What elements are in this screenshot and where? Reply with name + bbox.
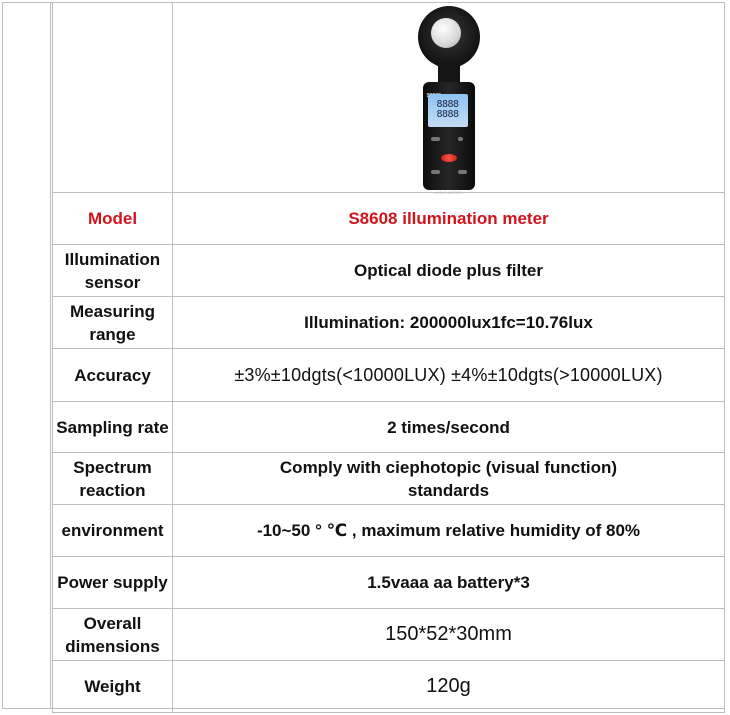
spec-value: 2 times/second [173,402,725,453]
spec-row-model [53,193,725,245]
light-meter-image [414,6,484,195]
left-margin-strip [2,2,51,709]
spec-table [52,2,725,713]
spec-row-environment [53,505,725,557]
spec-label: Accuracy [53,349,173,402]
spec-row-power [53,557,725,609]
spec-row-range [53,297,725,349]
spec-label: Illumination sensor [53,245,173,297]
spec-label: Measuring range [53,297,173,349]
spec-value: Illumination: 200000lux1fc=10.76lux [173,297,725,349]
spec-value: Comply with ciephotopic (visual function) standards [173,453,725,505]
spec-value: S8608 illumination meter [173,193,725,245]
spec-label: Overall dimensions [53,609,173,661]
spec-value: 120g [173,661,725,713]
spec-value: 150*52*30mm [173,609,725,661]
spec-row-spectrum [53,453,725,505]
spec-value: 1.5vaaa aa battery*3 [173,557,725,609]
image-row [53,3,725,193]
spec-label: Spectrum reaction [53,453,173,505]
spec-value: Optical diode plus filter [173,245,725,297]
spec-label: Weight [53,661,173,713]
product-image-cell [173,3,725,193]
spec-row-sensor [53,245,725,297]
spec-row-accuracy [53,349,725,402]
device-label: LIGHT METER [435,189,462,195]
image-row-empty-cell [53,3,173,193]
spec-label: Model [53,193,173,245]
meter-button-light [458,137,463,141]
spec-row-weight [53,661,725,713]
spec-row-dimensions [53,609,725,661]
spec-label: Sampling rate [53,402,173,453]
spec-label: environment [53,505,173,557]
spec-value: ±3%±10dgts(<10000LUX) ±4%±10dgts(>10000LUX) [173,349,725,402]
sensor-dome [431,18,461,48]
meter-button-left [431,137,440,141]
meter-button-bottom-right [458,170,467,174]
spec-value: -10~50 ° ℃ , maximum relative humidity of 80% [173,505,725,557]
spec-row-sampling [53,402,725,453]
meter-button-bottom-left [431,170,440,174]
spec-label: Power supply [53,557,173,609]
power-button-icon [441,154,457,162]
lcd-digits: 8888 8888 [436,98,459,120]
